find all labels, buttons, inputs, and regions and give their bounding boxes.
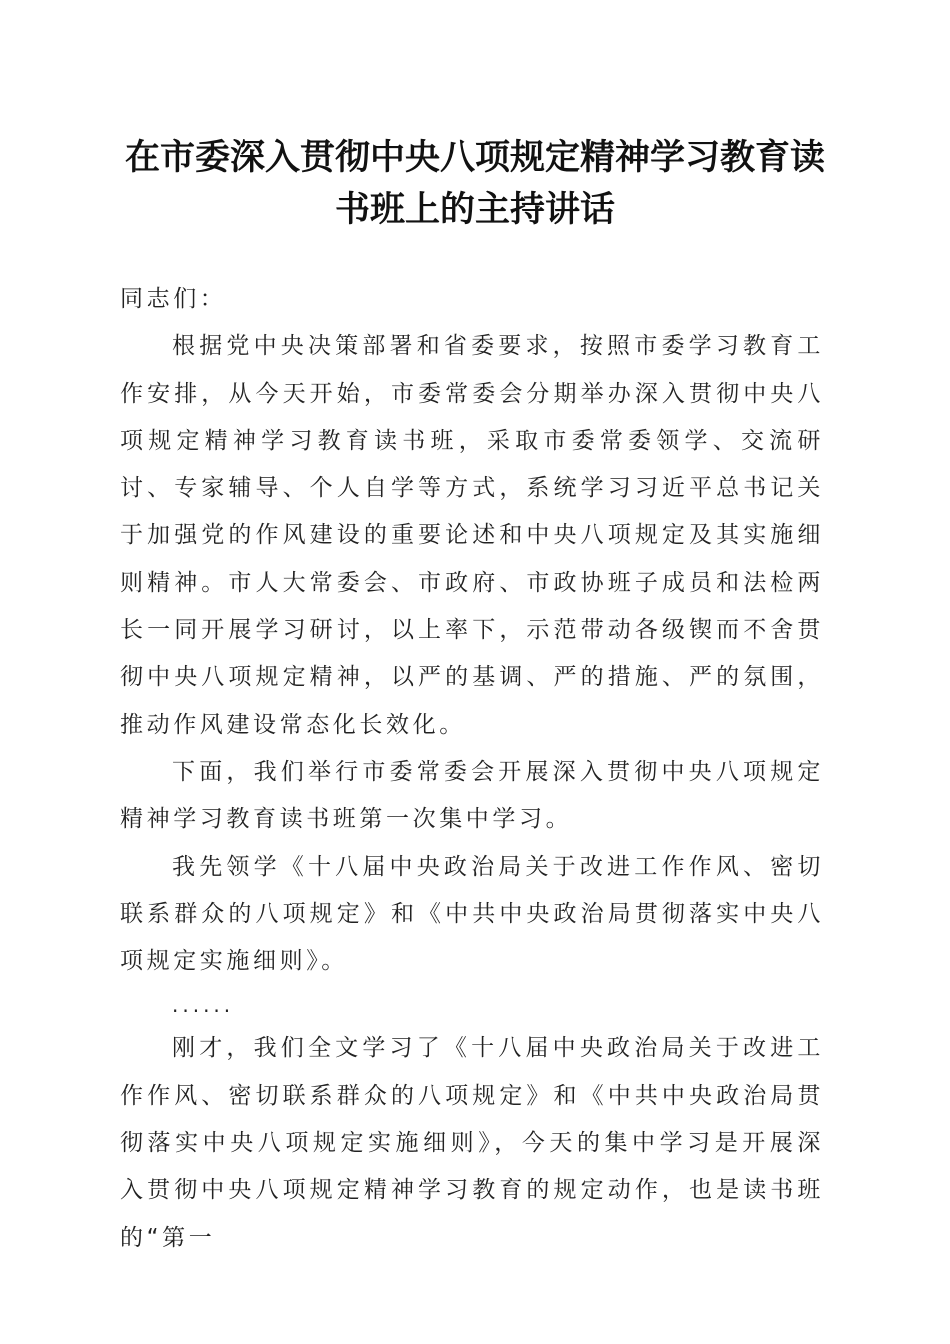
paragraph-3: 我先领学《十八届中央政治局关于改进工作作风、密切联系群众的八项规定》和《中共中央政治局贯彻落实中央八项规定实施细则》。 xyxy=(120,853,824,975)
document-body xyxy=(120,276,824,1262)
paragraph-4: 刚才，我们全文学习了《十八届中央政治局关于改进工作作风、密切联系群众的八项规定》和《中共中央政治局贯彻落实中央八项规定实施细则》，今天的集中学习是开展深入贯彻中央八项规定精神学习教育的规定动作，也是读书班的“第一 xyxy=(120,1035,824,1251)
title-line-2: 书班上的主持讲话 xyxy=(334,189,615,230)
omission-marker: ...... xyxy=(172,993,235,1018)
salutation: 同志们： xyxy=(120,286,227,312)
title-line-1: 在市委深入贯彻中央八项规定精神学习教育读 xyxy=(124,137,825,178)
document-title xyxy=(110,132,840,236)
paragraph-2: 下面，我们举行市委常委会开展深入贯彻中央八项规定精神学习教育读书班第一次集中学习。 xyxy=(120,758,824,833)
paragraph-1: 根据党中央决策部署和省委要求，按照市委学习教育工作安排，从今天开始，市委常委会分期举办深入贯彻中央八项规定精神学习教育读书班，采取市委常委领学、交流研讨、专家辅导、个人自学等方式，系统学习习近平总书记关于加强党的作风建设的重要论述和中央八项规定及其实施细则精神。市人大常委会、市政府、市政协班子成员和法检两长一同开展学习研讨，以上率下，示范带动各级锲而不舍贯彻中央八项规定精神，以严的基调、严的措施、严的氛围，推动作风建设常态化长效化。 xyxy=(120,333,824,738)
